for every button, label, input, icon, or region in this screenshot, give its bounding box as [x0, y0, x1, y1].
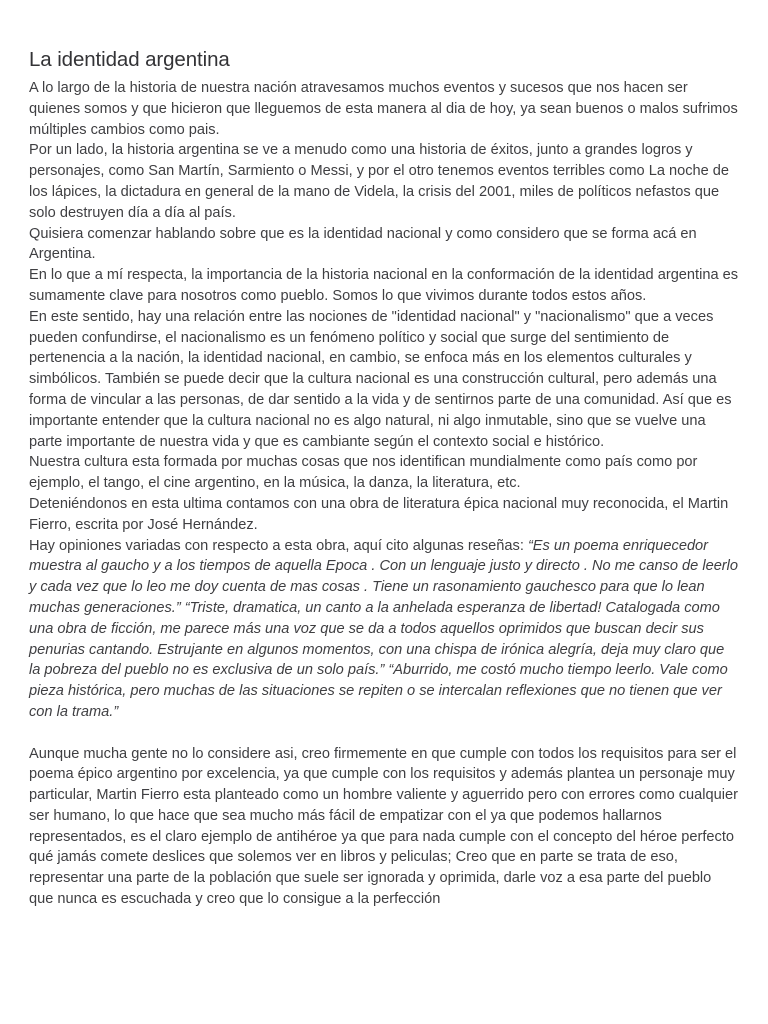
paragraph-reviews: [29, 536, 739, 723]
document-body: [29, 78, 739, 910]
paragraph-culture: Nuestra cultura esta formada por muchas cosas que nos identifican mundialmente como país como por ejemplo, el tango, el cine argentino, en la música, la danza, la literatura, etc.: [29, 454, 698, 492]
paragraph-intro: A lo largo de la historia de nuestra nación atravesamos muchos eventos y sucesos que nos hacen ser quienes somos y que hicieron que lleguemos de esta manera al dia de hoy, ya sean buenos o malos sufrimos múltiples cambios como pais.: [29, 80, 738, 138]
paragraph-conclusion: Aunque mucha gente no lo considere asi, creo firmemente en que cumple con todos los requisitos para ser el poema épico argentino por excelencia, ya que cumple con los requisitos y además plantea un personaje muy particular, Martin Fierro esta planteado como un hombre valiente y aguerrido pero con errores como cualquier ser humano, lo que hace que sea mucho más fácil de empatizar con el ya que podemos hallarnos representados, es el claro ejemplo de antihéroe ya que para nada cumple con el concepto del héroe perfecto qué jamás comete deslices que solemos ver en libros y peliculas; Creo que en parte se trata de eso, representar una parte de la población que suele ser ignorada y oprimida, darle voz a esa parte del pueblo que nunca es escuchada y creo que lo consigue a la perfección: [29, 745, 738, 908]
paragraph-history: Por un lado, la historia argentina se ve a menudo como una historia de éxitos, junto a grandes logros y personajes, como San Martín, Sarmiento o Messi, y por el otro tenemos eventos terribles como La noche de los lápices, la dictadura en general de la mano de Videla, la crisis del 2001, miles de políticos nefastos que solo destruyen día a día al país.: [29, 142, 730, 221]
paragraph-nationalism: En este sentido, hay una relación entre las nociones de "identidad nacional" y "nacionalismo" que a veces pueden confundirse, el nacionalismo es un fenómeno político y social que surge del sentimiento de pertenencia a la nación, la identidad nacional, en cambio, se enfoca más en los elementos culturales y simbólicos. También se puede decir que la cultura nacional es una construcción cultural, pero además una forma de vincular a las personas, de dar sentido a la vida y de sentirnos parte de una comunidad. Así que es importante entender que la cultura nacional no es algo natural, ni algo inmutable, sino que se vuelve una parte importante de nuestra vida y que es cambiante según el contexto social e histórico.: [29, 308, 732, 450]
paragraph-importance: En lo que a mí respecta, la importancia de la historia nacional en la conformación de la identidad argentina es sumamente clave para nosotros como pueblo. Somos lo que vivimos durante todos estos años.: [29, 267, 739, 304]
paragraph-spacer: [29, 723, 739, 744]
document-title: La identidad argentina: [29, 48, 230, 71]
paragraph-martin-fierro: Deteniéndonos en esta ultima contamos con una obra de literatura épica nacional muy reconocida, el Martin Fierro, escrita por José Hernández.: [29, 495, 729, 533]
reviews-intro: Hay opiniones variadas con respecto a esta obra, aquí cito algunas reseñas:: [29, 537, 528, 554]
reviews-quote: “Es un poema enriquecedor muestra al gaucho y a los tiempos de aquella Epoca . Con un lenguaje justo y directo . No me canso de leerlo y cada vez que lo leo me doy cuenta de mas cosas . Tiene un rasonamiento gauchesco para que lo lean muchas generaciones.” “Triste, dramatica, un canto a la anhelada esperanza de libertad! Catalogada como una obra de ficción, me parece más una voz que se da a todos aquellos oprimidos que buscan decir sus penurias cantando. Estrujante en algunos momentos, con una chispa de irónica alegría, deja muy claro que la pobreza del pueblo no es exclusiva de un solo país.” “Aburrido, me costó mucho tiempo leerlo. Vale como pieza histórica, pero muchas de las situaciones se repiten o se intercalan reflexiones que no tienen que ver con la trama.”: [29, 537, 739, 720]
paragraph-identity-question: Quisiera comenzar hablando sobre que es la identidad nacional y como considero que se forma acá en Argentina.: [29, 225, 697, 263]
